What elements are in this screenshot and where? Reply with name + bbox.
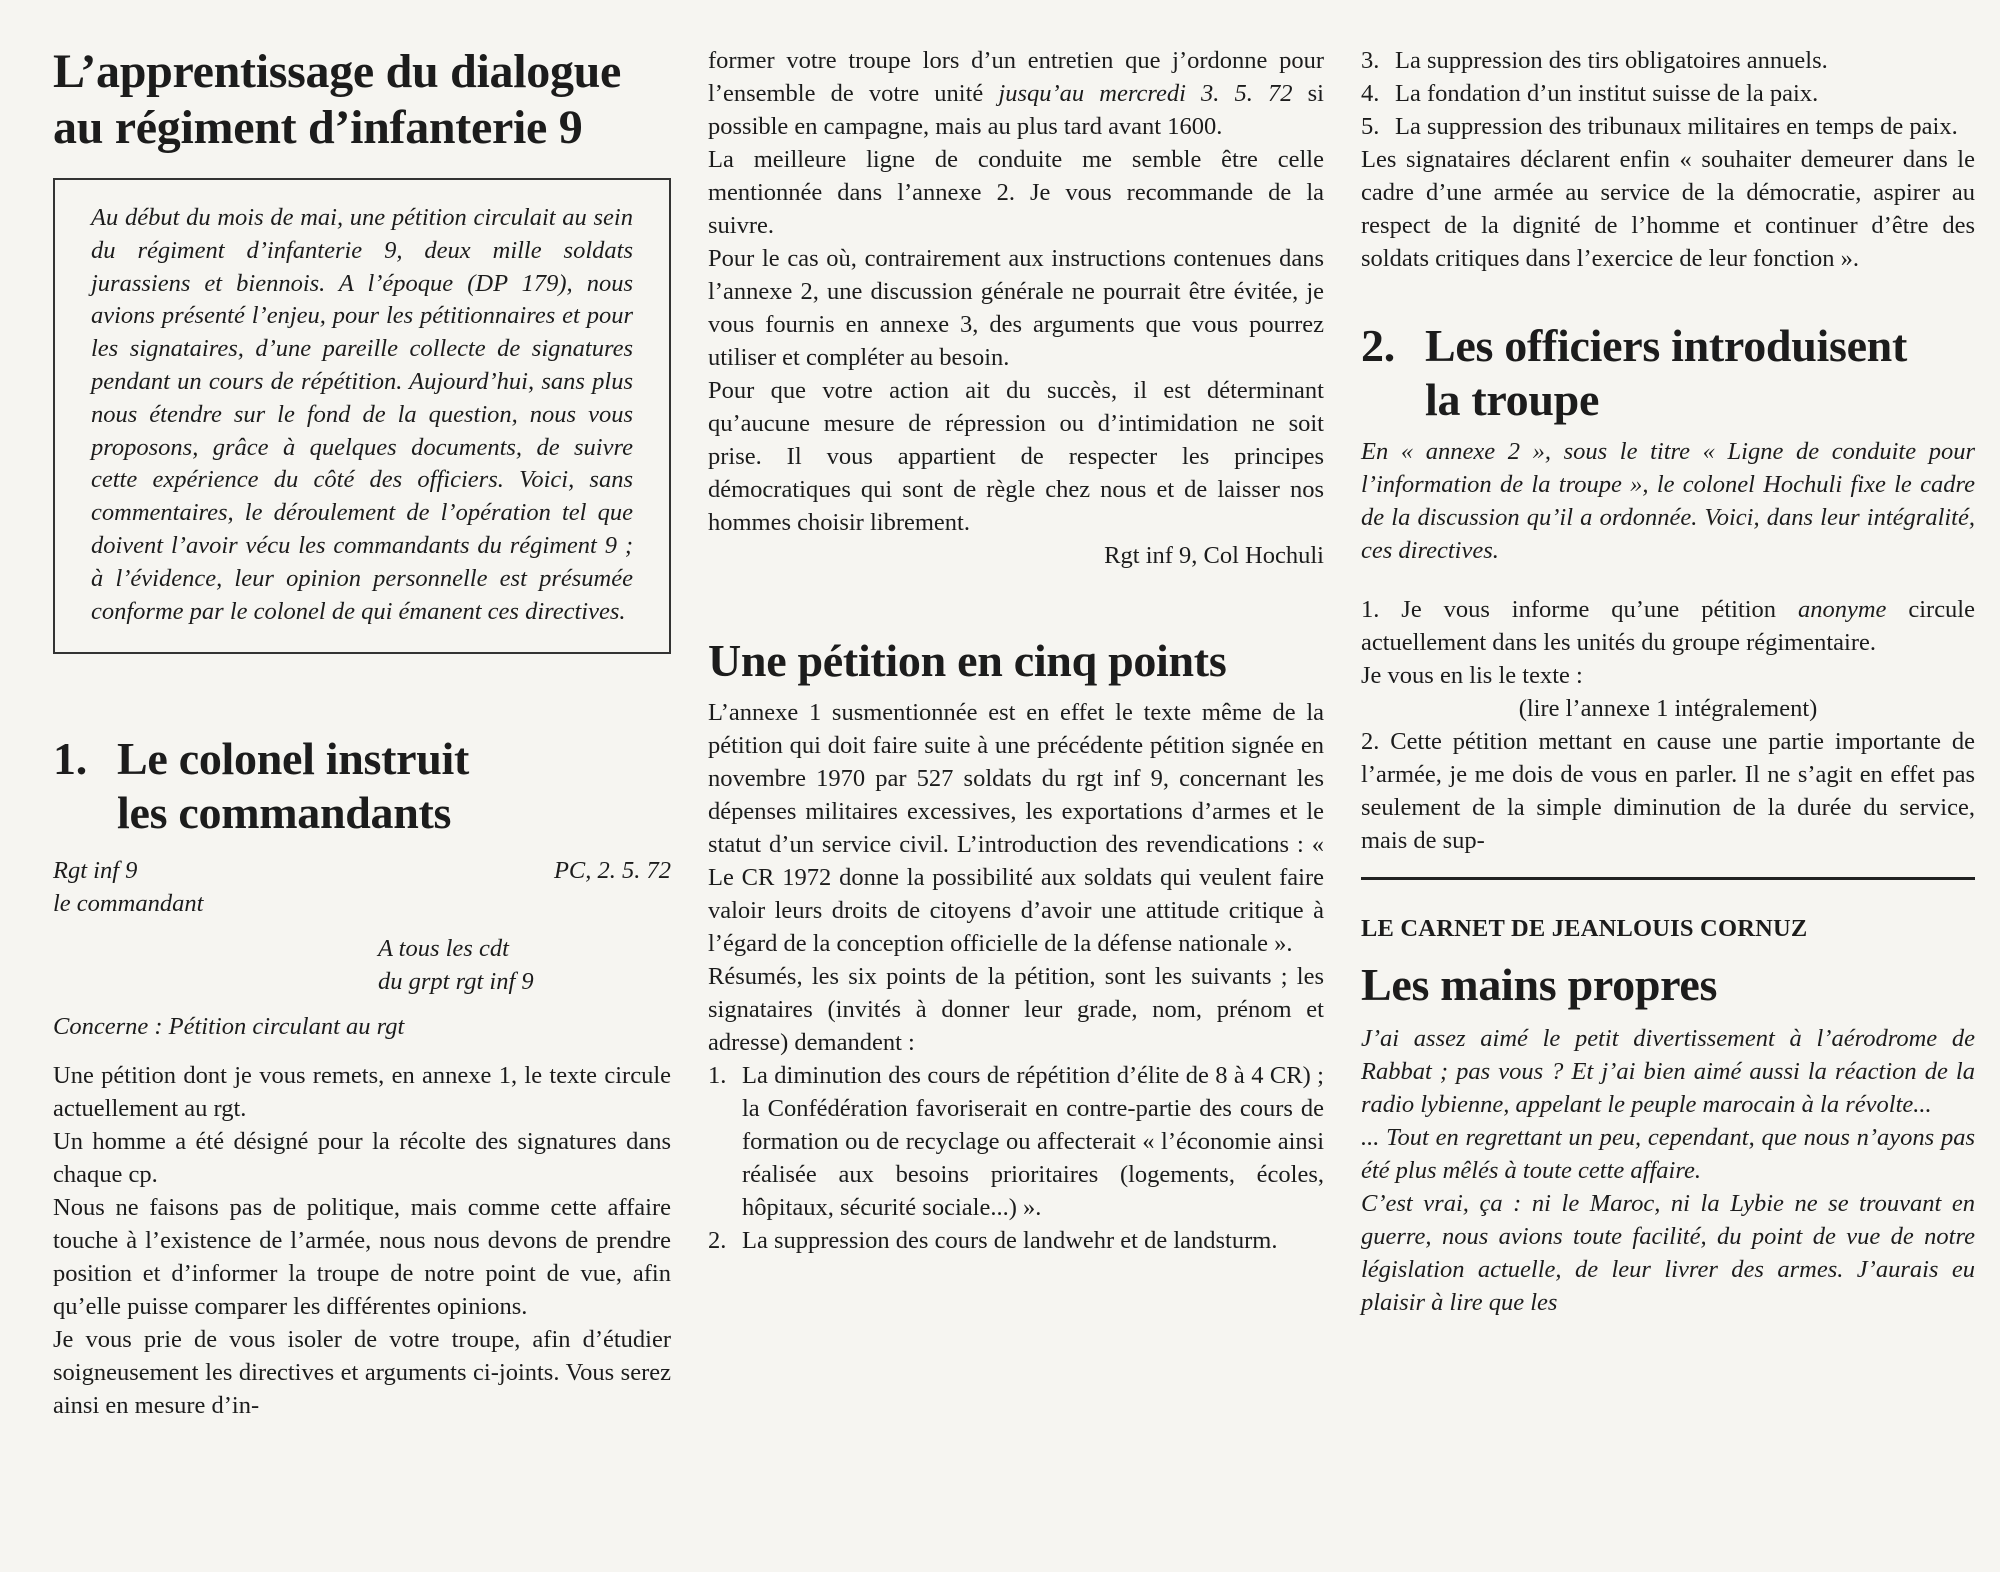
intro-box — [53, 178, 671, 654]
petition-body-2: Résumés, les six points de la pétition, sont les suivants ; les signataires (invités à donner leur grade, nom, prénom et adresse) demandent : — [708, 963, 1324, 1056]
petition-point: 1. La diminution des cours de répétition d’élite de 8 à 4 CR) ; la Confédération favoriserait en contre-partie des cours de formation ou de recyclage ou affecterait « l’économie ainsi réalisée aux besoins prioritaires (logements, écoles, hôpitaux, sécurité sociale...) ». — [708, 1062, 1324, 1221]
letter-paragraph: Un homme a été désigné pour la récolte des signatures dans chaque cp. — [53, 1128, 671, 1189]
petition-point: 5. La suppression des tribunaux militaires en temps de paix. — [1361, 113, 1958, 140]
letter-sender: Rgt inf 9 — [53, 857, 138, 885]
intro-text: Au début du mois de mai, une pétition circulait au sein du régiment d’infanterie 9, deux mille soldats jurassiens et biennois. A l’époque (DP 179), nous avions présenté l’enjeu, pour les pétitionnaires et pour les signataires, d’une pareille collecte de signatures pendant un cours de répétition. Aujourd’hui, sans plus nous étendre sur le fond de la question, nous vous proposons, grâce à quelques documents, de suivre cette expérience du côté des officiers. Voici, sans commentaires, le déroulement de l’opération tel que doivent l’avoir vécu les commandants du régiment 9 ; à l’évidence, leur opinion personnelle est présumée conforme par le colonel de qui émanent ces directives. — [91, 204, 633, 625]
column-2 — [708, 44, 1324, 1257]
directive-paragraph: 1. Je vous informe qu’une pétition anonyme circule actuellement dans les unités du groupe régimentaire. — [1361, 596, 1975, 656]
column-3 — [1361, 44, 1975, 1319]
letter-paragraph: Pour que votre action ait du succès, il est déterminant qu’aucune mesure de répression ou d’intimidation ne soit prise. Il vous appartient de respecter les principes démocratiques qui sont de règle chez nous et de laisser nos hommes choisir librement. — [708, 377, 1324, 536]
column-1 — [53, 44, 671, 1422]
letter-header — [53, 854, 671, 887]
carnet-kicker: LE CARNET DE JEANLOUIS CORNUZ — [1361, 915, 1808, 942]
letter-paragraph: Une pétition dont je vous remets, en annexe 1, le texte circule actuellement au rgt. — [53, 1062, 671, 1123]
carnet-paragraph: J’ai assez aimé le petit divertissement à l’aérodrome de Rabbat ; pas vous ? Et j’ai bien aimé aussi la réaction de la radio lybienne, appelant le peuple marocain à la révolte... — [1361, 1025, 1975, 1118]
letter-signature: Rgt inf 9, Col Hochuli — [1104, 542, 1324, 569]
section-2-intro: En « annexe 2 », sous le titre « Ligne de conduite pour l’information de la troupe », le colonel Hochuli fixe le cadre de la discussion qu’il a ordonnée. Voici, dans leur intégralité, ces directives. — [1361, 438, 1975, 564]
letter-paragraph: Pour le cas où, contrairement aux instructions contenues dans l’annexe 2, une discussion générale ne pourrait être évitée, je vous fournis en annexe 3, des arguments que vous pourrez utiliser et compléter au besoin. — [708, 245, 1324, 371]
carnet-paragraph: C’est vrai, ça : ni le Maroc, ni la Lybie ne se trouvant en guerre, nous avions toute facilité, du point de vue de notre législation actuelle, de leur livrer des armes. J’aurais eu plaisir à lire que les — [1361, 1190, 1975, 1316]
petition-point: 3. La suppression des tirs obligatoires annuels. — [1361, 47, 1828, 74]
section-2-heading: 2. Les officiers introduisent la troupe — [1361, 320, 1907, 425]
directive-paragraph: 2. Cette pétition mettant en cause une partie importante de l’armée, je me dois de vous en parler. Il ne s’agit en effet pas seulement de la simple diminution de la durée du service, mais de sup- — [1361, 728, 1975, 854]
letter-paragraph: Nous ne faisons pas de politique, mais comme cette affaire touche à l’existence de l’armée, nous nous devons de prendre position et d’informer la troupe de notre point de vue, afin qu’elle puisse comparer les différentes opinions. — [53, 1194, 671, 1321]
petition-point: 4. La fondation d’un institut suisse de la paix. — [1361, 80, 1819, 107]
carnet-title: Les mains propres — [1361, 959, 1718, 1010]
letter-addressee: A tous les cdt du grpt rgt inf 9 — [378, 935, 534, 996]
petition-points-list — [708, 1059, 1324, 1257]
letter-date: PC, 2. 5. 72 — [553, 857, 671, 885]
petition-closing: Les signataires déclarent enfin « souhaiter demeurer dans le cadre d’une armée au service de la démocratie, aspirer au respect de la dignité de l’homme et continuer d’être des soldats critiques dans l’exercice de leur fonction ». — [1361, 146, 1975, 272]
letter-subject: Concerne : Pétition circulant au rgt — [53, 1013, 405, 1041]
letter-sender-role: le commandant — [53, 890, 204, 918]
petition-points-list-cont — [1361, 44, 1975, 143]
letter-paragraph: Je vous prie de vous isoler de votre troupe, afin d’étudier soigneusement les directives et arguments ci-joints. Vous serez ainsi en mesure d’in- — [53, 1326, 671, 1420]
carnet-paragraph: ... Tout en regrettant un peu, cependant, que nous n’ayons pas été plus mêlés à toute cette affaire. — [1361, 1124, 1975, 1184]
letter-paragraph: La meilleure ligne de conduite me semble être celle mentionnée dans l’annexe 2. Je vous recommande de la suivre. — [708, 146, 1324, 239]
letter-continuation: former votre troupe lors d’un entretien que j’ordonne pour l’ensemble de votre unité jusqu’au mercredi 3. 5. 72 si possible en campagne, mais au plus tard avant 1600. — [708, 47, 1324, 140]
petition-heading: Une pétition en cinq points — [708, 635, 1227, 686]
petition-point: 2. La suppression des cours de landwehr et de landsturm. — [708, 1227, 1278, 1254]
directive-paragraph: Je vous en lis le texte : — [1361, 662, 1583, 689]
section-1-heading: 1. Le colonel instruit les commandants — [53, 733, 470, 839]
petition-body: L’annexe 1 susmentionnée est en effet le texte même de la pétition qui doit faire suite à une précédente pétition signée en novembre 1970 par 527 soldats du rgt inf 9, concernant les dépenses militaires excessives, les exportations d’armes et le statut d’un service civil. L’introduction des revendications : « Le CR 1972 donne la possibilité aux soldats qui veulent faire valoir leurs droits de citoyens d’avoir une attitude critique à l’égard de la conception officielle de la défense nationale ». — [708, 699, 1324, 957]
article-title: L’apprentissage du dialogue au régiment d’infanterie 9 — [53, 45, 622, 154]
directive-aside: (lire l’annexe 1 intégralement) — [1518, 695, 1818, 722]
